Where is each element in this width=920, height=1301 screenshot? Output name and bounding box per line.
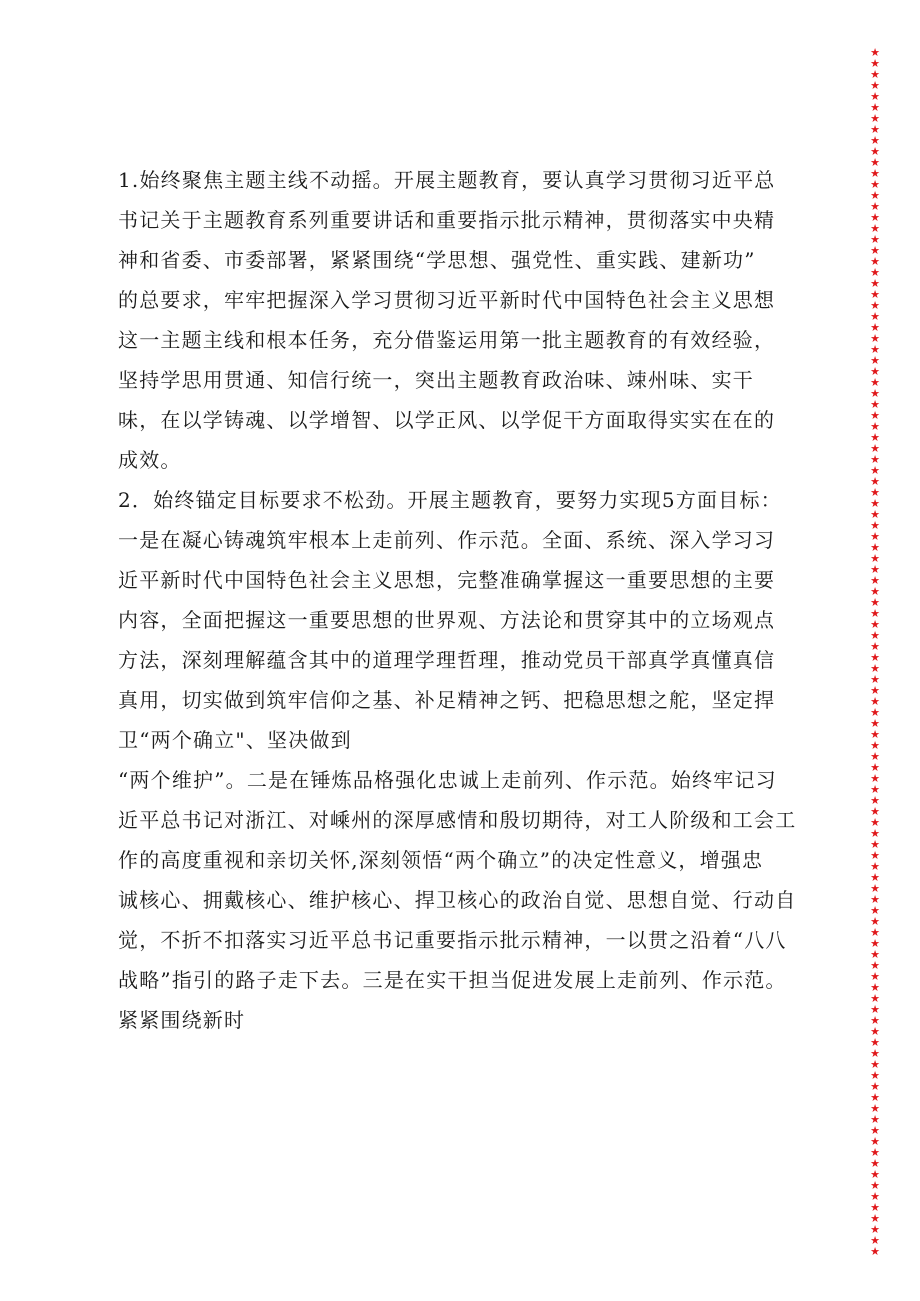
star-icon: ★ <box>870 277 880 290</box>
star-icon: ★ <box>870 651 880 664</box>
star-icon: ★ <box>870 1069 880 1082</box>
star-border-decoration <box>866 47 884 1257</box>
star-icon: ★ <box>870 970 880 983</box>
star-icon: ★ <box>870 90 880 103</box>
star-icon: ★ <box>870 871 880 884</box>
star-icon: ★ <box>870 167 880 180</box>
star-icon: ★ <box>870 1179 880 1192</box>
star-icon: ★ <box>870 420 880 433</box>
star-icon: ★ <box>870 926 880 939</box>
star-icon: ★ <box>870 1113 880 1126</box>
star-icon: ★ <box>870 409 880 422</box>
star-icon: ★ <box>870 178 880 191</box>
star-icon: ★ <box>870 255 880 268</box>
star-icon: ★ <box>870 783 880 796</box>
star-icon: ★ <box>870 233 880 246</box>
star-icon: ★ <box>870 640 880 653</box>
star-icon: ★ <box>870 948 880 961</box>
star-icon: ★ <box>870 1157 880 1170</box>
star-icon: ★ <box>870 1234 880 1247</box>
star-icon: ★ <box>870 1025 880 1038</box>
star-icon: ★ <box>870 552 880 565</box>
star-icon: ★ <box>870 1201 880 1214</box>
star-icon: ★ <box>870 299 880 312</box>
star-icon: ★ <box>870 1047 880 1060</box>
star-icon: ★ <box>870 486 880 499</box>
star-icon: ★ <box>870 805 880 818</box>
star-icon: ★ <box>870 112 880 125</box>
star-icon: ★ <box>870 772 880 785</box>
text-line: 真用，切实做到筑牢信仰之基、补足精神之钙、把稳思想之舵，坚定捍 <box>118 688 776 712</box>
star-icon: ★ <box>870 519 880 532</box>
text-line: 卫“两个确立"、坚决做到 <box>118 728 352 752</box>
star-icon: ★ <box>870 1168 880 1181</box>
star-icon: ★ <box>870 497 880 510</box>
star-icon: ★ <box>870 431 880 444</box>
star-icon: ★ <box>870 849 880 862</box>
star-icon: ★ <box>870 981 880 994</box>
star-icon: ★ <box>870 893 880 906</box>
star-icon: ★ <box>870 57 880 70</box>
star-icon: ★ <box>870 1102 880 1115</box>
star-icon: ★ <box>870 794 880 807</box>
star-icon: ★ <box>870 200 880 213</box>
star-icon: ★ <box>870 629 880 642</box>
star-icon: ★ <box>870 695 880 708</box>
star-icon: ★ <box>870 618 880 631</box>
text-line: 战略”指引的路子走下去。三是在实干担当促进发展上走前列、作示范。 <box>118 968 787 992</box>
star-icon: ★ <box>870 1003 880 1016</box>
star-icon: ★ <box>870 68 880 81</box>
star-icon: ★ <box>870 189 880 202</box>
star-icon: ★ <box>870 211 880 224</box>
star-icon: ★ <box>870 1036 880 1049</box>
text-line: 成效。 <box>118 448 182 472</box>
text-line: 作的高度重视和亲切关怀,深刻领悟“两个确立”的决定性意义，增强忠 <box>118 848 764 872</box>
star-icon: ★ <box>870 266 880 279</box>
text-line: 书记关于主题教育系列重要讲话和重要指示批示精神，贯彻落实中央精 <box>118 208 776 232</box>
star-icon: ★ <box>870 442 880 455</box>
text-line: “两个维护”。二是在锤炼品格强化忠诚上走前列、作示范。始终牢记习 <box>118 768 777 792</box>
text-line: 近平总书记对浙江、对嵊州的深厚感情和殷切期待，对工人阶级和工会工 <box>118 808 797 832</box>
star-icon: ★ <box>870 530 880 543</box>
star-icon: ★ <box>870 904 880 917</box>
text-line: 神和省委、市委部署，紧紧围绕“学思想、强党性、重实践、建新功” <box>118 248 756 272</box>
star-icon: ★ <box>870 596 880 609</box>
star-icon: ★ <box>870 101 880 114</box>
star-icon: ★ <box>870 684 880 697</box>
star-icon: ★ <box>870 1135 880 1148</box>
star-icon: ★ <box>870 79 880 92</box>
star-icon: ★ <box>870 541 880 554</box>
star-icon: ★ <box>870 343 880 356</box>
star-icon: ★ <box>870 508 880 521</box>
star-icon: ★ <box>870 761 880 774</box>
star-icon: ★ <box>870 365 880 378</box>
text-line: 一是在凝心铸魂筑牢根本上走前列、作示范。全面、系统、深入学习习 <box>118 528 776 552</box>
star-icon: ★ <box>870 827 880 840</box>
text-line: 诚核心、拥戴核心、维护核心、捍卫核心的政治自觉、思想自觉、行动自 <box>118 888 797 912</box>
text-line: 的总要求，牢牢把握深入学习贯彻习近平新时代中国特色社会主义思想 <box>118 288 776 312</box>
star-icon: ★ <box>870 156 880 169</box>
star-icon: ★ <box>870 728 880 741</box>
text-line: 近平新时代中国特色社会主义思想，完整准确掌握这一重要思想的主要 <box>118 568 776 592</box>
star-icon: ★ <box>870 717 880 730</box>
star-icon: ★ <box>870 387 880 400</box>
star-icon: ★ <box>870 1058 880 1071</box>
star-icon: ★ <box>870 1080 880 1093</box>
star-icon: ★ <box>870 662 880 675</box>
star-icon: ★ <box>870 1190 880 1203</box>
star-icon: ★ <box>870 1212 880 1225</box>
text-line: 这一主题主线和根本任务，充分借鉴运用第一批主题教育的有效经验， <box>118 328 776 352</box>
star-icon: ★ <box>870 838 880 851</box>
star-icon: ★ <box>870 563 880 576</box>
text-line: 方法，深刻理解蕴含其中的道理学理哲理，推动党员干部真学真懂真信 <box>118 648 776 672</box>
star-icon: ★ <box>870 1091 880 1104</box>
star-icon: ★ <box>870 222 880 235</box>
star-icon: ★ <box>870 607 880 620</box>
star-icon: ★ <box>870 332 880 345</box>
star-icon: ★ <box>870 134 880 147</box>
star-icon: ★ <box>870 673 880 686</box>
star-icon: ★ <box>870 959 880 972</box>
star-icon: ★ <box>870 310 880 323</box>
star-icon: ★ <box>870 288 880 301</box>
star-icon: ★ <box>870 123 880 136</box>
star-icon: ★ <box>870 1245 880 1257</box>
star-icon: ★ <box>870 354 880 367</box>
star-icon: ★ <box>870 739 880 752</box>
star-icon: ★ <box>870 1124 880 1137</box>
text-line: 1.始终聚焦主题主线不动摇。开展主题教育，要认真学习贯彻习近平总 <box>118 168 776 192</box>
text-line: 觉，不折不扣落实习近平总书记重要指示批示精神，一以贯之沿着“八八 <box>118 928 787 952</box>
star-icon: ★ <box>870 816 880 829</box>
text-line: 紧紧围绕新时 <box>118 1008 246 1032</box>
star-icon: ★ <box>870 321 880 334</box>
text-line: 2．始终锚定目标要求不松劲。开展主题教育，要努力实现5方面目标： <box>118 488 782 512</box>
star-icon: ★ <box>870 398 880 411</box>
document-body <box>118 160 818 1040</box>
star-icon: ★ <box>870 860 880 873</box>
star-icon: ★ <box>870 1146 880 1159</box>
text-line: 坚持学思用贯通、知信行统一，突出主题教育政治味、竦州味、实干 <box>118 368 754 392</box>
star-icon: ★ <box>870 453 880 466</box>
star-icon: ★ <box>870 244 880 257</box>
star-icon: ★ <box>870 1223 880 1236</box>
text-line: 味，在以学铸魂、以学增智、以学正风、以学促干方面取得实实在在的 <box>118 408 776 432</box>
star-icon: ★ <box>870 464 880 477</box>
star-icon: ★ <box>870 882 880 895</box>
star-icon: ★ <box>870 915 880 928</box>
star-icon: ★ <box>870 585 880 598</box>
star-icon: ★ <box>870 47 880 59</box>
star-icon: ★ <box>870 376 880 389</box>
text-line: 内容，全面把握这一重要思想的世界观、方法论和贯穿其中的立场观点 <box>118 608 776 632</box>
star-icon: ★ <box>870 937 880 950</box>
star-icon: ★ <box>870 992 880 1005</box>
star-icon: ★ <box>870 475 880 488</box>
star-icon: ★ <box>870 574 880 587</box>
star-icon: ★ <box>870 706 880 719</box>
star-icon: ★ <box>870 145 880 158</box>
star-icon: ★ <box>870 750 880 763</box>
star-icon: ★ <box>870 1014 880 1027</box>
